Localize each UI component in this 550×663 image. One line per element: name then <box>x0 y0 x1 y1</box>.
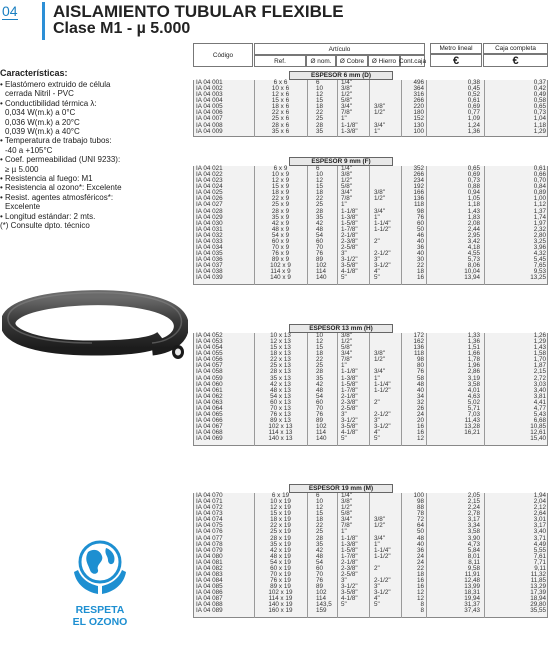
section-title: ESPESOR 6 mm (D) <box>289 71 393 80</box>
ref-column: 6 x 6 10 x 6 12 x 6 15 x 6 18 x 6 22 x 6 25 x 6 28 x 6 35 x 6 <box>271 79 290 135</box>
feature-item: 0,036 W(m.k) a 20°C <box>5 117 80 127</box>
section-rows <box>193 333 548 446</box>
metro-price-column: 0,38 0,45 0,52 0,61 0,69 0,77 1,09 1,24 1,36 <box>467 79 480 135</box>
cont-column: 496 364 316 266 220 180 152 130 100 <box>413 79 424 135</box>
feature-item: Excelente <box>5 202 41 212</box>
header-ohierro: Ø Hierro <box>368 55 400 67</box>
caja-price-column: 1,26 1,29 1,43 1,58 1,70 1,87 2,15 2,72 3,03 3,40 3,81 4,41 4,77 5,43 6,68 10,85 12,61 15,40 <box>530 332 546 443</box>
header-articulo: Artículo <box>254 43 425 55</box>
features-list <box>0 80 190 231</box>
ohierro-column: 3/8" 1/2" 3/4" 1" 1-1/4" 1-1/2" 2" 2-1/2" 3" 3-1/2" 4" 5" <box>374 189 391 282</box>
section-title: ESPESOR 19 mm (M) <box>289 484 393 493</box>
page-number: 04 <box>2 3 18 19</box>
header-codigo: Código <box>193 43 253 67</box>
caja-price-column: 1,94 2,04 2,12 2,64 3,01 3,17 3,40 3,71 4,49 5,55 7,61 7,71 9,11 11,32 11,85 13,29 17,39 18,94 29,80 35,55 <box>530 492 546 615</box>
section-rows <box>193 493 548 618</box>
section-9mm <box>193 157 548 285</box>
metro-price-column: 2,05 2,15 2,24 2,78 3,17 3,34 3,58 3,90 4,73 5,84 8,01 8,11 9,58 11,91 12,48 13,99 18,31 19,94 31,37 37,43 <box>464 492 480 615</box>
feature-item: • Coef. permeabilidad (UNI 9233): <box>0 155 121 165</box>
header-caja-completa: Caja completa <box>483 43 548 54</box>
ocobre-column: 1/4" 3/8" 1/2" 5/8" 3/4" 7/8" 1" 1-1/8" 1-3/8" <box>341 79 358 135</box>
feature-item: 0,039 W(m.k) a 40°C <box>5 127 80 137</box>
ref-column: 6 x 19 10 x 19 12 x 19 15 x 19 18 x 19 22 x 19 25 x 19 28 x 19 35 x 19 42 x 19 48 x 19 54 x 19 60 x 19 70 x 19 76 x 19 89 x 19 102 x 19 114 x 19 140 x 19 160 x 19 <box>268 492 293 615</box>
section-6mm <box>193 71 548 137</box>
cont-column: 100 98 88 78 72 64 50 48 40 36 24 24 22 18 16 16 12 12 8 8 <box>413 492 424 615</box>
ref-column: 10 x 13 12 x 13 15 x 13 18 x 13 22 x 13 25 x 13 28 x 13 35 x 13 42 x 13 48 x 13 54 x 13 60 x 13 70 x 13 76 x 13 89 x 13 102 x 13 114 x 13 140 x 13 <box>268 332 293 443</box>
ozone-label-line1: RESPETA <box>75 604 125 616</box>
metro-price-column: 0,65 0,69 0,73 0,88 0,94 1,05 1,18 1,43 1,83 2,08 2,44 2,95 3,42 4,18 4,55 5,73 8,06 10,04 13,94 <box>464 165 480 282</box>
onom-column: 10 12 15 18 22 25 28 35 42 48 54 60 70 76 89 102 114 140 <box>316 332 327 443</box>
onom-column: 6 10 12 15 18 22 25 28 35 42 48 54 60 70 76 89 102 114 140 <box>316 165 327 282</box>
feature-item: • Resist. agentes atmosféricos*: <box>0 192 114 202</box>
header-euro-caja: € <box>483 54 548 67</box>
feature-item: -40 a +105°C <box>5 145 53 155</box>
section-19mm <box>193 484 548 618</box>
metro-price-column: 1,33 1,36 1,51 1,66 1,78 1,96 2,86 3,19 3,58 4,01 4,63 5,02 5,71 7,03 11,43 13,28 16,21 <box>464 332 480 437</box>
caja-price-column: 0,61 0,66 0,70 0,84 0,89 1,00 1,12 1,37 1,74 1,97 2,32 2,80 3,25 3,96 4,32 5,45 7,65 9,53 13,25 <box>530 165 546 282</box>
section-rows <box>193 80 548 137</box>
feature-item: • Resistencia al fuego: M1 <box>0 174 93 184</box>
ozone-label-line2: EL OZONO <box>72 616 128 628</box>
codes-column: IA 04 021 IA 04 022 IA 04 023 IA 04 024 IA 04 025 IA 04 026 IA 04 027 IA 04 028 IA 04 029 IA 04 030 IA 04 031 IA 04 032 IA 04 033 IA 04 034 IA 04 035 IA 04 036 IA 04 037 IA 04 038 IA 04 039 <box>196 165 223 282</box>
ocobre-column: 1/4" 3/8" 1/2" 5/8" 3/4" 7/8" 1" 1-1/8" 1-3/8" 1-5/8" 1-7/8" 2-1/8" 2-3/8" 2-5/8" 3" 3-1/2" 3-5/8" 4-1/8" 5" <box>341 492 358 609</box>
feature-item: 0,034 W(m.k) a 0°C <box>5 108 76 118</box>
feature-item: (*) Consulte dpto. técnico <box>0 221 90 231</box>
header-accent-bar <box>42 2 45 40</box>
page-title: AISLAMIENTO TUBULAR FLEXIBLE <box>53 2 344 21</box>
header-cont-caja: Cont.caja <box>400 55 425 67</box>
section-title: ESPESOR 9 mm (F) <box>289 157 393 166</box>
feature-item: • Longitud estándar: 2 mts. <box>0 211 96 221</box>
section-rows <box>193 166 548 285</box>
codes-column: IA 04 001 IA 04 002 IA 04 003 IA 04 004 IA 04 005 IA 04 006 IA 04 007 IA 04 008 IA 04 009 <box>196 79 223 135</box>
onom-column: 6 10 12 15 18 22 25 28 35 <box>316 79 324 135</box>
feature-item: ≥ µ 5.000 <box>5 164 39 174</box>
codes-column: IA 04 070 IA 04 071 IA 04 072 IA 04 073 IA 04 074 IA 04 075 IA 04 076 IA 04 077 IA 04 078 IA 04 079 IA 04 080 IA 04 081 IA 04 082 IA 04 083 IA 04 084 IA 04 085 IA 04 086 IA 04 087 IA 04 088 IA 04 089 <box>196 492 223 615</box>
ozone-globe-hands-icon <box>68 534 132 598</box>
page-subtitle: Clase M1 - µ 5.000 <box>53 20 191 37</box>
onom-column: 6 10 12 15 18 22 25 28 35 42 48 54 60 70 76 89 102 114 143,5 159 <box>316 492 332 615</box>
ref-column: 6 x 9 10 x 9 12 x 9 15 x 9 18 x 9 22 x 9 25 x 9 28 x 9 35 x 9 42 x 9 48 x 9 54 x 9 60 x 9 70 x 9 76 x 9 89 x 9 102 x 9 114 x 9 140 x 9 <box>270 165 291 282</box>
features-panel <box>0 68 190 231</box>
tube-product-image <box>2 286 188 364</box>
feature-item: • Resistencia al ozono*: Excelente <box>0 183 122 193</box>
page-header <box>0 0 550 42</box>
header-metro-lineal: Metro lineal <box>430 43 482 54</box>
feature-item: cerrada Nitril - PVC <box>5 89 74 99</box>
feature-item: • Elastómero extruido de célula <box>0 80 111 89</box>
header-ref: Ref. <box>254 55 306 67</box>
header-euro-metro: € <box>430 54 482 67</box>
cont-column: 352 266 234 192 166 136 118 98 76 60 50 46 40 36 40 30 22 18 16 <box>413 165 424 282</box>
caja-price-column: 0,37 0,42 0,49 0,58 0,65 0,73 1,04 1,18 1,29 <box>533 79 546 135</box>
ozone-label <box>50 604 150 628</box>
cont-column: 172 162 136 118 98 80 76 58 48 40 34 32 26 24 20 16 16 12 <box>413 332 424 443</box>
section-13mm <box>193 324 548 446</box>
ohierro-column: 3/8" 1/2" 3/4" 1" 1-1/4" 1-1/2" 2" 2-1/2" 3" 3-1/2" 4" 5" <box>374 516 391 609</box>
ocobre-column: 1/4" 3/8" 1/2" 5/8" 3/4" 7/8" 1" 1-1/8" 1-3/8" 1-5/8" 1-7/8" 2-1/8" 2-3/8" 2-5/8" 3" 3-1/2" 3-5/8" 4-1/8" 5" <box>341 165 358 282</box>
features-title: Características: <box>0 68 68 78</box>
feature-item: • Conductibilidad térmica λ: <box>0 98 97 108</box>
header-onom: Ø nom. <box>306 55 336 67</box>
ohierro-column: 3/8" 1/2" 3/4" 1" <box>374 103 385 135</box>
ocobre-column: 3/8" 1/2" 5/8" 3/4" 7/8" 1" 1-1/8" 1-3/8" 1-5/8" 1-7/8" 2-1/8" 2-3/8" 2-5/8" 3" 3-1/2" 3-5/8" 4-1/8" 5" <box>341 332 358 443</box>
codes-column: IA 04 052 IA 04 053 IA 04 054 IA 04 055 IA 04 056 IA 04 057 IA 04 058 IA 04 059 IA 04 060 IA 04 061 IA 04 062 IA 04 063 IA 04 064 IA 04 065 IA 04 066 IA 04 067 IA 04 068 IA 04 069 <box>196 332 223 443</box>
ohierro-column: 3/8" 1/2" 3/4" 1" 1-1/4" 1-1/2" 2" 2-1/2" 3" 3-1/2" 4" 5" <box>374 350 391 443</box>
header-ocobre: Ø Cobre <box>336 55 368 67</box>
feature-item: • Temperatura de trabajo tubos: <box>0 136 112 146</box>
section-title: ESPESOR 13 mm (H) <box>289 324 393 333</box>
